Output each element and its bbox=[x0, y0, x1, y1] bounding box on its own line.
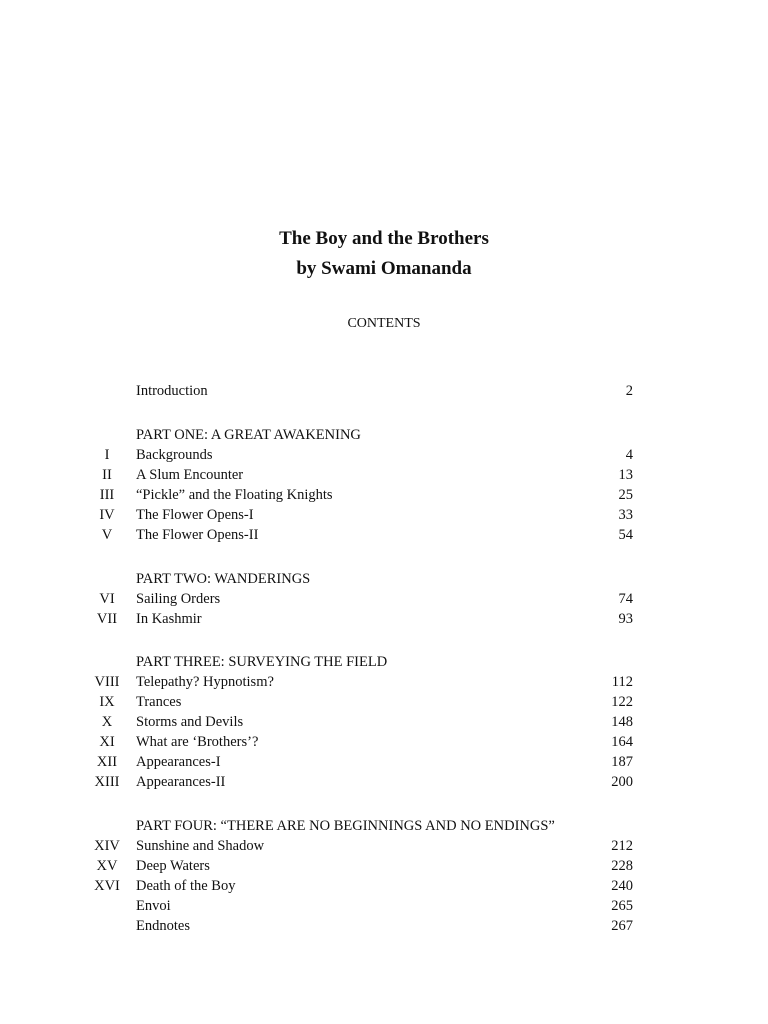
chapter-number: IX bbox=[99, 694, 115, 710]
chapter-number: XI bbox=[99, 734, 115, 750]
chapter-page: 112 bbox=[611, 674, 633, 690]
book-author: by Swami Omananda bbox=[296, 258, 472, 279]
chapter-title: Sailing Orders bbox=[136, 591, 221, 607]
toc-row bbox=[0, 526, 768, 544]
chapter-title: Deep Waters bbox=[136, 858, 210, 874]
chapter-number: III bbox=[99, 487, 115, 503]
chapter-title: Appearances-I bbox=[136, 754, 221, 770]
chapter-page: 122 bbox=[611, 694, 633, 710]
chapter-number: II bbox=[102, 467, 112, 483]
chapter-title: Envoi bbox=[136, 898, 171, 914]
chapter-title: Trances bbox=[136, 694, 182, 710]
chapter-page: 33 bbox=[618, 507, 633, 523]
chapter-number: XV bbox=[96, 858, 118, 874]
chapter-number: VII bbox=[96, 611, 118, 627]
chapter-number: XVI bbox=[94, 878, 120, 894]
chapter-page: 13 bbox=[618, 467, 633, 483]
chapter-title: Backgrounds bbox=[136, 447, 213, 463]
chapter-title: Storms and Devils bbox=[136, 714, 244, 730]
part-heading: PART ONE: A GREAT AWAKENING bbox=[136, 427, 361, 443]
chapter-number: IV bbox=[99, 507, 115, 523]
chapter-page: 164 bbox=[611, 734, 633, 750]
toc-row bbox=[0, 917, 768, 935]
toc-row bbox=[0, 446, 768, 464]
chapter-number: I bbox=[104, 447, 110, 463]
toc-row bbox=[0, 713, 768, 731]
part-heading: PART THREE: SURVEYING THE FIELD bbox=[136, 654, 388, 670]
chapter-title: Sunshine and Shadow bbox=[136, 838, 265, 854]
toc-row bbox=[0, 506, 768, 524]
toc-entry-page: 2 bbox=[625, 383, 633, 399]
chapter-page: 4 bbox=[625, 447, 633, 463]
chapter-title: What are ‘Brothers’? bbox=[136, 734, 259, 750]
chapter-number: X bbox=[101, 714, 113, 730]
chapter-page: 93 bbox=[618, 611, 633, 627]
chapter-title: Telepathy? Hypnotism? bbox=[136, 674, 274, 690]
toc-row bbox=[0, 773, 768, 791]
chapter-page: 187 bbox=[611, 754, 633, 770]
chapter-title: The Flower Opens-I bbox=[136, 507, 254, 523]
contents-heading: CONTENTS bbox=[347, 316, 421, 331]
toc-row bbox=[0, 857, 768, 875]
toc-row bbox=[0, 733, 768, 751]
toc-row bbox=[0, 610, 768, 628]
chapter-title: “Pickle” and the Floating Knights bbox=[136, 487, 333, 503]
toc-row bbox=[0, 590, 768, 608]
toc-row bbox=[0, 673, 768, 691]
chapter-page: 54 bbox=[618, 527, 633, 543]
chapter-page: 265 bbox=[611, 898, 633, 914]
toc-row bbox=[0, 693, 768, 711]
chapter-page: 148 bbox=[611, 714, 633, 730]
chapter-page: 200 bbox=[611, 774, 633, 790]
chapter-page: 74 bbox=[618, 591, 633, 607]
chapter-title: A Slum Encounter bbox=[136, 467, 244, 483]
chapter-number: XII bbox=[96, 754, 118, 770]
chapter-title: Death of the Boy bbox=[136, 878, 236, 894]
chapter-title: In Kashmir bbox=[136, 611, 202, 627]
chapter-number: XIII bbox=[94, 774, 120, 790]
chapter-page: 212 bbox=[611, 838, 633, 854]
chapter-title: The Flower Opens-II bbox=[136, 527, 259, 543]
toc-entry-title: Introduction bbox=[136, 383, 208, 399]
toc-row bbox=[0, 486, 768, 504]
chapter-page: 267 bbox=[611, 918, 633, 934]
part-heading: PART TWO: WANDERINGS bbox=[136, 571, 311, 587]
toc-row bbox=[0, 897, 768, 915]
toc-row-introduction bbox=[0, 382, 768, 400]
part-heading: PART FOUR: “THERE ARE NO BEGINNINGS AND NO ENDINGS” bbox=[136, 818, 555, 834]
chapter-page: 240 bbox=[611, 878, 633, 894]
chapter-number: V bbox=[101, 527, 113, 543]
chapter-title: Appearances-II bbox=[136, 774, 226, 790]
toc-row bbox=[0, 877, 768, 895]
chapter-page: 228 bbox=[611, 858, 633, 874]
toc-row bbox=[0, 837, 768, 855]
chapter-number: VI bbox=[99, 591, 115, 607]
toc-row bbox=[0, 753, 768, 771]
book-title: The Boy and the Brothers bbox=[279, 228, 489, 249]
chapter-page: 25 bbox=[618, 487, 633, 503]
chapter-number: VIII bbox=[94, 674, 120, 690]
toc-row bbox=[0, 466, 768, 484]
chapter-title: Endnotes bbox=[136, 918, 190, 934]
chapter-number: XIV bbox=[94, 838, 120, 854]
